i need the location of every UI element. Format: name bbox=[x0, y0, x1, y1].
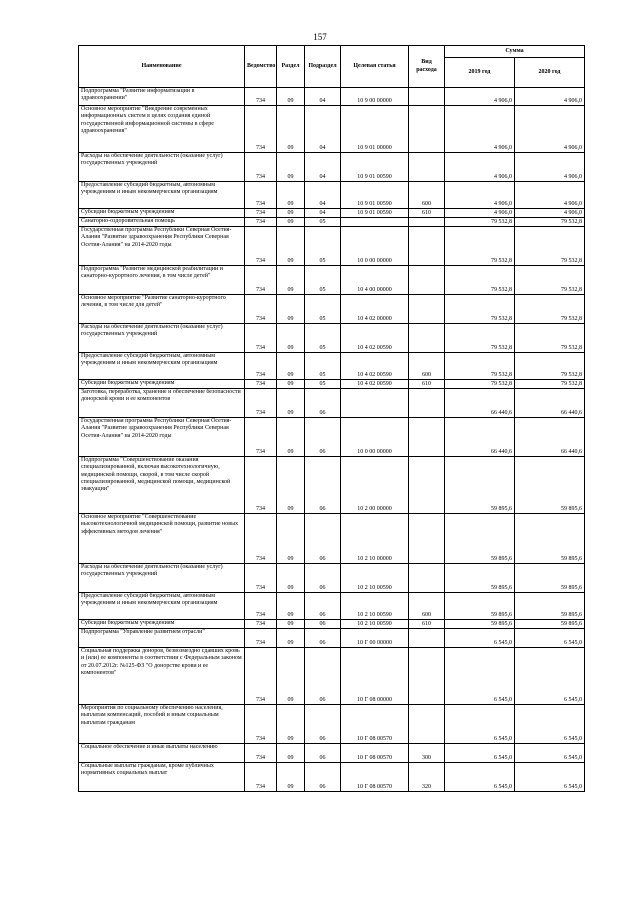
table-cell-expense-type: 300 bbox=[409, 744, 445, 763]
table-cell-target-article: 10 2 10 00000 bbox=[341, 514, 409, 564]
table-cell-ved: 734 bbox=[245, 106, 277, 153]
table-row bbox=[79, 324, 585, 353]
table-cell-name: Санаторно-оздоровительная помощь bbox=[79, 218, 245, 227]
table-cell-podrazdel: 05 bbox=[305, 295, 341, 324]
table-cell-razdel: 09 bbox=[277, 514, 305, 564]
table-cell-amount-2020: 59 895,6 bbox=[515, 457, 585, 514]
table-cell-amount-2019: 4 906,0 bbox=[445, 88, 515, 106]
table-cell-expense-type bbox=[409, 389, 445, 418]
table-cell-ved: 734 bbox=[245, 218, 277, 227]
table-cell-razdel: 09 bbox=[277, 564, 305, 593]
table-cell-target-article: 10 4 00 00000 bbox=[341, 266, 409, 295]
table-cell-amount-2020: 59 895,6 bbox=[515, 514, 585, 564]
table-row bbox=[79, 629, 585, 648]
table-cell-amount-2019: 79 532,8 bbox=[445, 218, 515, 227]
table-cell-podrazdel: 04 bbox=[305, 88, 341, 106]
table-cell-ved: 734 bbox=[245, 763, 277, 792]
table-cell-name: Основное мероприятие "Совершенствование высокотехнологичной медицинской помощи, развитие новых эффективных методов лечения" bbox=[79, 514, 245, 564]
table-cell-ved: 734 bbox=[245, 266, 277, 295]
table-cell-amount-2019: 79 532,8 bbox=[445, 324, 515, 353]
table-cell-expense-type bbox=[409, 564, 445, 593]
table-cell-razdel: 09 bbox=[277, 218, 305, 227]
table-cell-podrazdel: 05 bbox=[305, 266, 341, 295]
table-cell-name: Основное мероприятие "Внедрение современных информационных систем в целях создания единой государственной информационной системы в сфере здравоохранения" bbox=[79, 106, 245, 153]
table-cell-name: Основное мероприятие "Развитие санаторно-курортного лечения, в том числе для детей" bbox=[79, 295, 245, 324]
table-cell-target-article: 10 0 00 00000 bbox=[341, 227, 409, 266]
table-cell-expense-type bbox=[409, 705, 445, 744]
header-ved: Ведомство bbox=[245, 46, 277, 88]
table-cell-amount-2019: 59 895,6 bbox=[445, 593, 515, 620]
table-cell-podrazdel: 05 bbox=[305, 324, 341, 353]
table-cell-target-article: 10 4 02 00000 bbox=[341, 295, 409, 324]
table-cell-ved: 734 bbox=[245, 380, 277, 389]
table-cell-razdel: 09 bbox=[277, 227, 305, 266]
table-cell-expense-type bbox=[409, 324, 445, 353]
table-cell-target-article bbox=[341, 389, 409, 418]
table-row bbox=[79, 209, 585, 218]
table-cell-target-article: 10 Г 08 00570 bbox=[341, 705, 409, 744]
table-cell-target-article: 10 9 01 00590 bbox=[341, 209, 409, 218]
table-cell-podrazdel: 05 bbox=[305, 353, 341, 380]
table-row bbox=[79, 182, 585, 209]
table-row bbox=[79, 648, 585, 705]
table-cell-target-article: 10 Г 08 00570 bbox=[341, 763, 409, 792]
table-cell-amount-2019: 59 895,6 bbox=[445, 564, 515, 593]
table-cell-name: Субсидии бюджетным учреждениям bbox=[79, 380, 245, 389]
table-cell-expense-type: 610 bbox=[409, 209, 445, 218]
budget-table bbox=[78, 45, 585, 792]
table-cell-razdel: 09 bbox=[277, 324, 305, 353]
table-cell-name: Заготовка, переработка, хранение и обеспечение безопасности донорской крови и ее компонентов bbox=[79, 389, 245, 418]
table-cell-target-article: 10 2 10 00590 bbox=[341, 564, 409, 593]
table-cell-razdel: 09 bbox=[277, 209, 305, 218]
header-summa: Сумма bbox=[445, 46, 585, 58]
table-cell-ved: 734 bbox=[245, 88, 277, 106]
table-cell-podrazdel: 06 bbox=[305, 744, 341, 763]
table-cell-expense-type bbox=[409, 88, 445, 106]
table-cell-amount-2019: 79 532,8 bbox=[445, 266, 515, 295]
table-cell-expense-type: 600 bbox=[409, 593, 445, 620]
table-cell-ved: 734 bbox=[245, 389, 277, 418]
table-cell-amount-2020: 4 906,0 bbox=[515, 106, 585, 153]
table-row bbox=[79, 389, 585, 418]
header-expense-type: Вид расхода bbox=[409, 46, 445, 88]
table-cell-name: Расходы на обеспечение деятельности (оказание услуг) государственных учреждений bbox=[79, 564, 245, 593]
table-cell-amount-2020: 4 906,0 bbox=[515, 209, 585, 218]
table-cell-razdel: 09 bbox=[277, 380, 305, 389]
table-row bbox=[79, 514, 585, 564]
table-cell-podrazdel: 05 bbox=[305, 227, 341, 266]
table-cell-podrazdel: 06 bbox=[305, 389, 341, 418]
table-cell-name: Субсидии бюджетным учреждениям bbox=[79, 620, 245, 629]
table-cell-podrazdel: 06 bbox=[305, 418, 341, 457]
table-row bbox=[79, 295, 585, 324]
table-row bbox=[79, 620, 585, 629]
table-row bbox=[79, 763, 585, 792]
table-cell-amount-2020: 79 532,8 bbox=[515, 295, 585, 324]
table-cell-expense-type bbox=[409, 648, 445, 705]
table-cell-razdel: 09 bbox=[277, 389, 305, 418]
table-cell-podrazdel: 06 bbox=[305, 620, 341, 629]
table-cell-razdel: 09 bbox=[277, 295, 305, 324]
table-cell-name: Расходы на обеспечение деятельности (оказание услуг) государственных учреждений bbox=[79, 324, 245, 353]
table-cell-podrazdel: 04 bbox=[305, 153, 341, 182]
table-cell-target-article: 10 0 00 00000 bbox=[341, 418, 409, 457]
table-cell-razdel: 09 bbox=[277, 620, 305, 629]
table-cell-expense-type: 610 bbox=[409, 620, 445, 629]
table-cell-name: Расходы на обеспечение деятельности (оказание услуг) государственных учреждений bbox=[79, 153, 245, 182]
table-row bbox=[79, 266, 585, 295]
table-cell-razdel: 09 bbox=[277, 106, 305, 153]
table-cell-podrazdel: 04 bbox=[305, 182, 341, 209]
table-cell-razdel: 09 bbox=[277, 418, 305, 457]
table-cell-expense-type bbox=[409, 418, 445, 457]
table-cell-amount-2019: 59 895,6 bbox=[445, 620, 515, 629]
table-cell-amount-2020: 79 532,8 bbox=[515, 324, 585, 353]
table-cell-razdel: 09 bbox=[277, 629, 305, 648]
table-cell-ved: 734 bbox=[245, 744, 277, 763]
table-cell-amount-2019: 4 906,0 bbox=[445, 106, 515, 153]
table-cell-ved: 734 bbox=[245, 514, 277, 564]
table-cell-amount-2019: 59 895,6 bbox=[445, 457, 515, 514]
table-cell-target-article: 10 9 00 00000 bbox=[341, 88, 409, 106]
table-cell-ved: 734 bbox=[245, 353, 277, 380]
table-row bbox=[79, 153, 585, 182]
table-cell-target-article: 10 Г 08 00570 bbox=[341, 744, 409, 763]
table-cell-name: Предоставление субсидий бюджетным, автономным учреждениям и иным некоммерческим организациям bbox=[79, 182, 245, 209]
table-cell-target-article: 10 4 02 00590 bbox=[341, 353, 409, 380]
header-year-2019: 2019 год bbox=[445, 58, 515, 88]
table-cell-podrazdel: 06 bbox=[305, 514, 341, 564]
table-cell-ved: 734 bbox=[245, 593, 277, 620]
table-cell-amount-2020: 6 545,0 bbox=[515, 648, 585, 705]
table-cell-name: Государственная программа Республики Северная Осетия-Алания "Развитие здравоохранения Республики Северная Осетия-Алания" на 2014-2020 годы bbox=[79, 227, 245, 266]
table-cell-expense-type bbox=[409, 266, 445, 295]
table-cell-expense-type bbox=[409, 227, 445, 266]
table-cell-amount-2020: 4 906,0 bbox=[515, 182, 585, 209]
table-cell-name: Мероприятия по социальному обеспечению населения, выплатам компенсаций, пособий и иным социальным выплатам гражданам bbox=[79, 705, 245, 744]
table-cell-razdel: 09 bbox=[277, 705, 305, 744]
table-cell-razdel: 09 bbox=[277, 88, 305, 106]
table-cell-expense-type bbox=[409, 514, 445, 564]
table-cell-razdel: 09 bbox=[277, 353, 305, 380]
table-cell-ved: 734 bbox=[245, 418, 277, 457]
table-cell-amount-2020: 4 906,0 bbox=[515, 88, 585, 106]
table-cell-amount-2020: 79 532,8 bbox=[515, 218, 585, 227]
table-cell-name: Подпрограмма "Управление развитием отрасли" bbox=[79, 629, 245, 648]
table-cell-amount-2020: 6 545,0 bbox=[515, 763, 585, 792]
table-cell-amount-2020: 6 545,0 bbox=[515, 705, 585, 744]
header-name: Наименование bbox=[79, 46, 245, 88]
table-cell-podrazdel: 05 bbox=[305, 218, 341, 227]
table-cell-target-article: 10 2 10 00590 bbox=[341, 620, 409, 629]
table-cell-amount-2019: 6 545,0 bbox=[445, 705, 515, 744]
table-cell-target-article bbox=[341, 218, 409, 227]
table-cell-amount-2020: 4 906,0 bbox=[515, 153, 585, 182]
table-cell-razdel: 09 bbox=[277, 744, 305, 763]
table-cell-expense-type bbox=[409, 218, 445, 227]
table-cell-razdel: 09 bbox=[277, 648, 305, 705]
table-cell-target-article: 10 Г 08 00000 bbox=[341, 648, 409, 705]
table-cell-ved: 734 bbox=[245, 564, 277, 593]
table-cell-amount-2019: 79 532,8 bbox=[445, 227, 515, 266]
table-cell-amount-2020: 59 895,6 bbox=[515, 564, 585, 593]
table-cell-podrazdel: 06 bbox=[305, 593, 341, 620]
table-cell-razdel: 09 bbox=[277, 266, 305, 295]
table-cell-ved: 734 bbox=[245, 295, 277, 324]
table-cell-amount-2019: 6 545,0 bbox=[445, 629, 515, 648]
table-row bbox=[79, 218, 585, 227]
table-cell-expense-type bbox=[409, 295, 445, 324]
table-cell-razdel: 09 bbox=[277, 153, 305, 182]
table-cell-amount-2019: 4 906,0 bbox=[445, 153, 515, 182]
table-cell-amount-2020: 66 440,6 bbox=[515, 418, 585, 457]
table-cell-ved: 734 bbox=[245, 209, 277, 218]
table-cell-ved: 734 bbox=[245, 227, 277, 266]
table-cell-podrazdel: 06 bbox=[305, 629, 341, 648]
table-cell-name: Социальные выплаты гражданам, кроме публичных нормативных социальных выплат bbox=[79, 763, 245, 792]
table-cell-amount-2019: 66 440,6 bbox=[445, 389, 515, 418]
table-row bbox=[79, 457, 585, 514]
header-year-2020: 2020 год bbox=[515, 58, 585, 88]
table-cell-amount-2019: 59 895,6 bbox=[445, 514, 515, 564]
table-cell-name: Предоставление субсидий бюджетным, автономным учреждениям и иным некоммерческим организациям bbox=[79, 353, 245, 380]
table-cell-name: Социальное обеспечение и иные выплаты населению bbox=[79, 744, 245, 763]
table-row bbox=[79, 88, 585, 106]
table-cell-amount-2019: 6 545,0 bbox=[445, 648, 515, 705]
table-cell-target-article: 10 Г 00 00000 bbox=[341, 629, 409, 648]
table-cell-podrazdel: 06 bbox=[305, 564, 341, 593]
table-row bbox=[79, 227, 585, 266]
table-cell-razdel: 09 bbox=[277, 763, 305, 792]
table-cell-expense-type: 600 bbox=[409, 353, 445, 380]
table-cell-ved: 734 bbox=[245, 620, 277, 629]
table-cell-ved: 734 bbox=[245, 182, 277, 209]
table-cell-expense-type bbox=[409, 153, 445, 182]
table-cell-ved: 734 bbox=[245, 324, 277, 353]
table-cell-target-article: 10 2 10 00590 bbox=[341, 593, 409, 620]
table-row bbox=[79, 380, 585, 389]
table-cell-ved: 734 bbox=[245, 705, 277, 744]
table-cell-expense-type bbox=[409, 106, 445, 153]
table-cell-ved: 734 bbox=[245, 648, 277, 705]
table-cell-name: Подпрограмма "Совершенствование оказания специализированной, включая высокотехнологичную, медицинской помощи, скорой, в том числе скорой специализированной, медицинской помощи, медицинской эвакуации" bbox=[79, 457, 245, 514]
table-row bbox=[79, 744, 585, 763]
header-razdel: Раздел bbox=[277, 46, 305, 88]
table-cell-target-article: 10 9 01 00000 bbox=[341, 106, 409, 153]
table-cell-podrazdel: 06 bbox=[305, 648, 341, 705]
table-cell-expense-type: 610 bbox=[409, 380, 445, 389]
table-row bbox=[79, 353, 585, 380]
table-cell-name: Субсидии бюджетным учреждениям bbox=[79, 209, 245, 218]
table-cell-name: Подпрограмма "Развитие информатизации в здравоохранении" bbox=[79, 88, 245, 106]
table-cell-target-article: 10 4 02 00590 bbox=[341, 324, 409, 353]
header-target-article: Целевая статья bbox=[341, 46, 409, 88]
page-number: 157 bbox=[313, 32, 327, 42]
table-cell-target-article: 10 2 00 00000 bbox=[341, 457, 409, 514]
table-cell-amount-2019: 6 545,0 bbox=[445, 744, 515, 763]
table-cell-expense-type: 320 bbox=[409, 763, 445, 792]
table-cell-razdel: 09 bbox=[277, 182, 305, 209]
table-cell-razdel: 09 bbox=[277, 593, 305, 620]
table-cell-amount-2020: 66 440,6 bbox=[515, 389, 585, 418]
table-row bbox=[79, 564, 585, 593]
table-cell-podrazdel: 06 bbox=[305, 457, 341, 514]
table-cell-expense-type bbox=[409, 629, 445, 648]
table-row bbox=[79, 418, 585, 457]
table-cell-expense-type: 600 bbox=[409, 182, 445, 209]
table-cell-name: Государственная программа Республики Северная Осетия-Алания "Развитие здравоохранения Республики Северная Осетия-Алания" на 2014-2020 годы bbox=[79, 418, 245, 457]
table-cell-amount-2020: 79 532,8 bbox=[515, 266, 585, 295]
table-cell-name: Предоставление субсидий бюджетным, автономным учреждениям и иным некоммерческим организациям bbox=[79, 593, 245, 620]
table-cell-razdel: 09 bbox=[277, 457, 305, 514]
table-row bbox=[79, 705, 585, 744]
table-cell-amount-2020: 6 545,0 bbox=[515, 744, 585, 763]
table-row bbox=[79, 106, 585, 153]
table-cell-target-article: 10 9 01 00590 bbox=[341, 182, 409, 209]
table-cell-expense-type bbox=[409, 457, 445, 514]
table-body bbox=[79, 88, 585, 792]
table-cell-amount-2019: 4 906,0 bbox=[445, 182, 515, 209]
table-cell-amount-2020: 79 532,8 bbox=[515, 353, 585, 380]
table-cell-amount-2020: 79 532,8 bbox=[515, 227, 585, 266]
table-cell-amount-2019: 6 545,0 bbox=[445, 763, 515, 792]
table-cell-target-article: 10 9 01 00590 bbox=[341, 153, 409, 182]
table-cell-ved: 734 bbox=[245, 153, 277, 182]
table-cell-amount-2020: 6 545,0 bbox=[515, 629, 585, 648]
table-cell-ved: 734 bbox=[245, 629, 277, 648]
table-cell-amount-2019: 66 440,6 bbox=[445, 418, 515, 457]
table-cell-amount-2019: 4 906,0 bbox=[445, 209, 515, 218]
table-cell-target-article: 10 4 02 00590 bbox=[341, 380, 409, 389]
table-cell-name: Социальная поддержка доноров, безвозмездно сдавших кровь и (или) ее компоненты в соответствии с Федеральным законом от 20.07.2012г. №125-ФЗ "О донорстве крови и ее компонентов" bbox=[79, 648, 245, 705]
table-cell-amount-2020: 59 895,6 bbox=[515, 593, 585, 620]
table-cell-podrazdel: 06 bbox=[305, 763, 341, 792]
table-cell-name: Подпрограмма "Развитие медицинской реабилитации и санаторно-курортного лечения, в том числе детей" bbox=[79, 266, 245, 295]
table-cell-podrazdel: 04 bbox=[305, 209, 341, 218]
table-cell-amount-2019: 79 532,8 bbox=[445, 353, 515, 380]
table-cell-amount-2020: 59 895,6 bbox=[515, 620, 585, 629]
table-cell-podrazdel: 05 bbox=[305, 380, 341, 389]
table-cell-amount-2020: 79 532,8 bbox=[515, 380, 585, 389]
table-cell-ved: 734 bbox=[245, 457, 277, 514]
table-row bbox=[79, 593, 585, 620]
table-cell-podrazdel: 04 bbox=[305, 106, 341, 153]
table-cell-amount-2019: 79 532,8 bbox=[445, 380, 515, 389]
header-podrazdel: Подраздел bbox=[305, 46, 341, 88]
table-cell-amount-2019: 79 532,8 bbox=[445, 295, 515, 324]
table-cell-podrazdel: 06 bbox=[305, 705, 341, 744]
